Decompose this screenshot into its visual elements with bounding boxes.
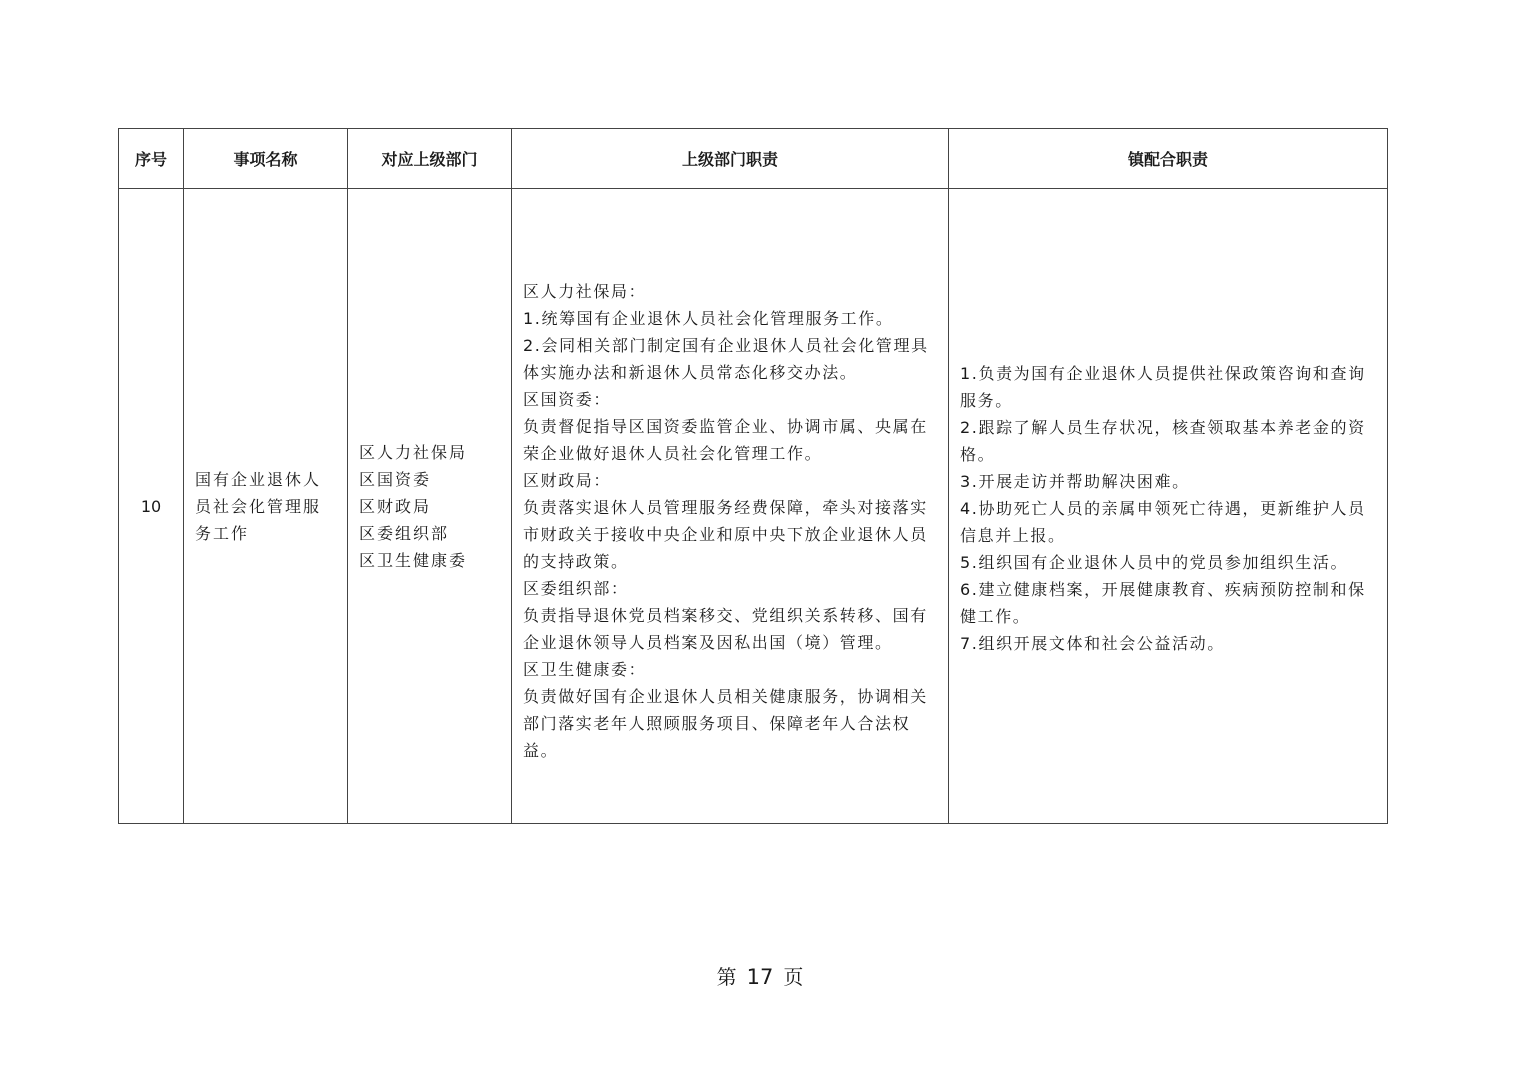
upper-duty-line: 2.会同相关部门制定国有企业退休人员社会化管理具体实施办法和新退休人员常态化移交办法。 (523, 336, 929, 382)
upper-duty-line: 负责督促指导区国资委监管企业、协调市属、央属在荣企业做好退休人员社会化管理工作。 (523, 417, 928, 463)
page-suffix: 页 (783, 965, 804, 989)
upper-duty-line: 区委组织部： (523, 579, 629, 598)
header-item-name: 事项名称 (184, 129, 348, 189)
cell-row-number: 10 (119, 189, 184, 824)
header-town-duties: 镇配合职责 (949, 129, 1388, 189)
upper-duty-line: 区财政局： (523, 471, 612, 490)
header-department: 对应上级部门 (348, 129, 512, 189)
cell-upper-duties (512, 189, 949, 824)
cell-departments (348, 189, 512, 824)
town-duty-line: 3.开展走访并帮助解决困难。 (960, 471, 1190, 491)
upper-duty-line: 区国资委： (523, 390, 612, 409)
duty-table (118, 128, 1388, 824)
page-number: 17 (746, 965, 774, 989)
department-list (348, 439, 511, 574)
upper-duty-line: 负责指导退休党员档案移交、党组织关系转移、国有企业退休领导人员档案及因私出国（境）管理。 (523, 606, 928, 652)
department-item: 区国资委 (359, 469, 432, 489)
town-duty-line: 7.组织开展文体和社会公益活动。 (960, 633, 1225, 653)
town-duty-line: 4.协助死亡人员的亲属申领死亡待遇，更新维护人员信息并上报。 (960, 498, 1366, 545)
upper-duty-line: 区卫生健康委： (523, 660, 647, 679)
cell-town-duties (949, 189, 1388, 824)
upper-duty-line: 区人力社保局： (523, 282, 647, 301)
upper-duty-line: 负责落实退休人员管理服务经费保障，牵头对接落实市财政关于接收中央企业和原中央下放企业退休人员的支持政策。 (523, 498, 928, 571)
header-no: 序号 (119, 129, 184, 189)
town-duties-list (949, 356, 1387, 657)
town-duty-line: 6.建立健康档案，开展健康教育、疾病预防控制和保健工作。 (960, 579, 1366, 626)
upper-duties-list (512, 248, 948, 764)
page-prefix: 第 (716, 965, 737, 989)
upper-duty-line: 负责做好国有企业退休人员相关健康服务，协调相关部门落实老年人照顾服务项目、保障老年人合法权益。 (523, 687, 928, 760)
department-item: 区卫生健康委 (359, 550, 468, 570)
item-name-text: 国有企业退休人员社会化管理服务工作 (195, 469, 322, 543)
department-item: 区委组织部 (359, 523, 450, 543)
page-footer (0, 963, 1520, 991)
town-duty-line: 1.负责为国有企业退休人员提供社保政策咨询和查询服务。 (960, 363, 1366, 410)
table-row (119, 189, 1388, 824)
header-upper-duties: 上级部门职责 (512, 129, 949, 189)
department-item: 区人力社保局 (359, 442, 468, 462)
town-duty-line: 2.跟踪了解人员生存状况，核查领取基本养老金的资格。 (960, 417, 1366, 464)
department-item: 区财政局 (359, 496, 432, 516)
table-header-row (119, 129, 1388, 189)
cell-item-name (184, 189, 348, 824)
upper-duty-line: 1.统筹国有企业退休人员社会化管理服务工作。 (523, 309, 894, 328)
town-duty-line: 5.组织国有企业退休人员中的党员参加组织生活。 (960, 552, 1349, 572)
